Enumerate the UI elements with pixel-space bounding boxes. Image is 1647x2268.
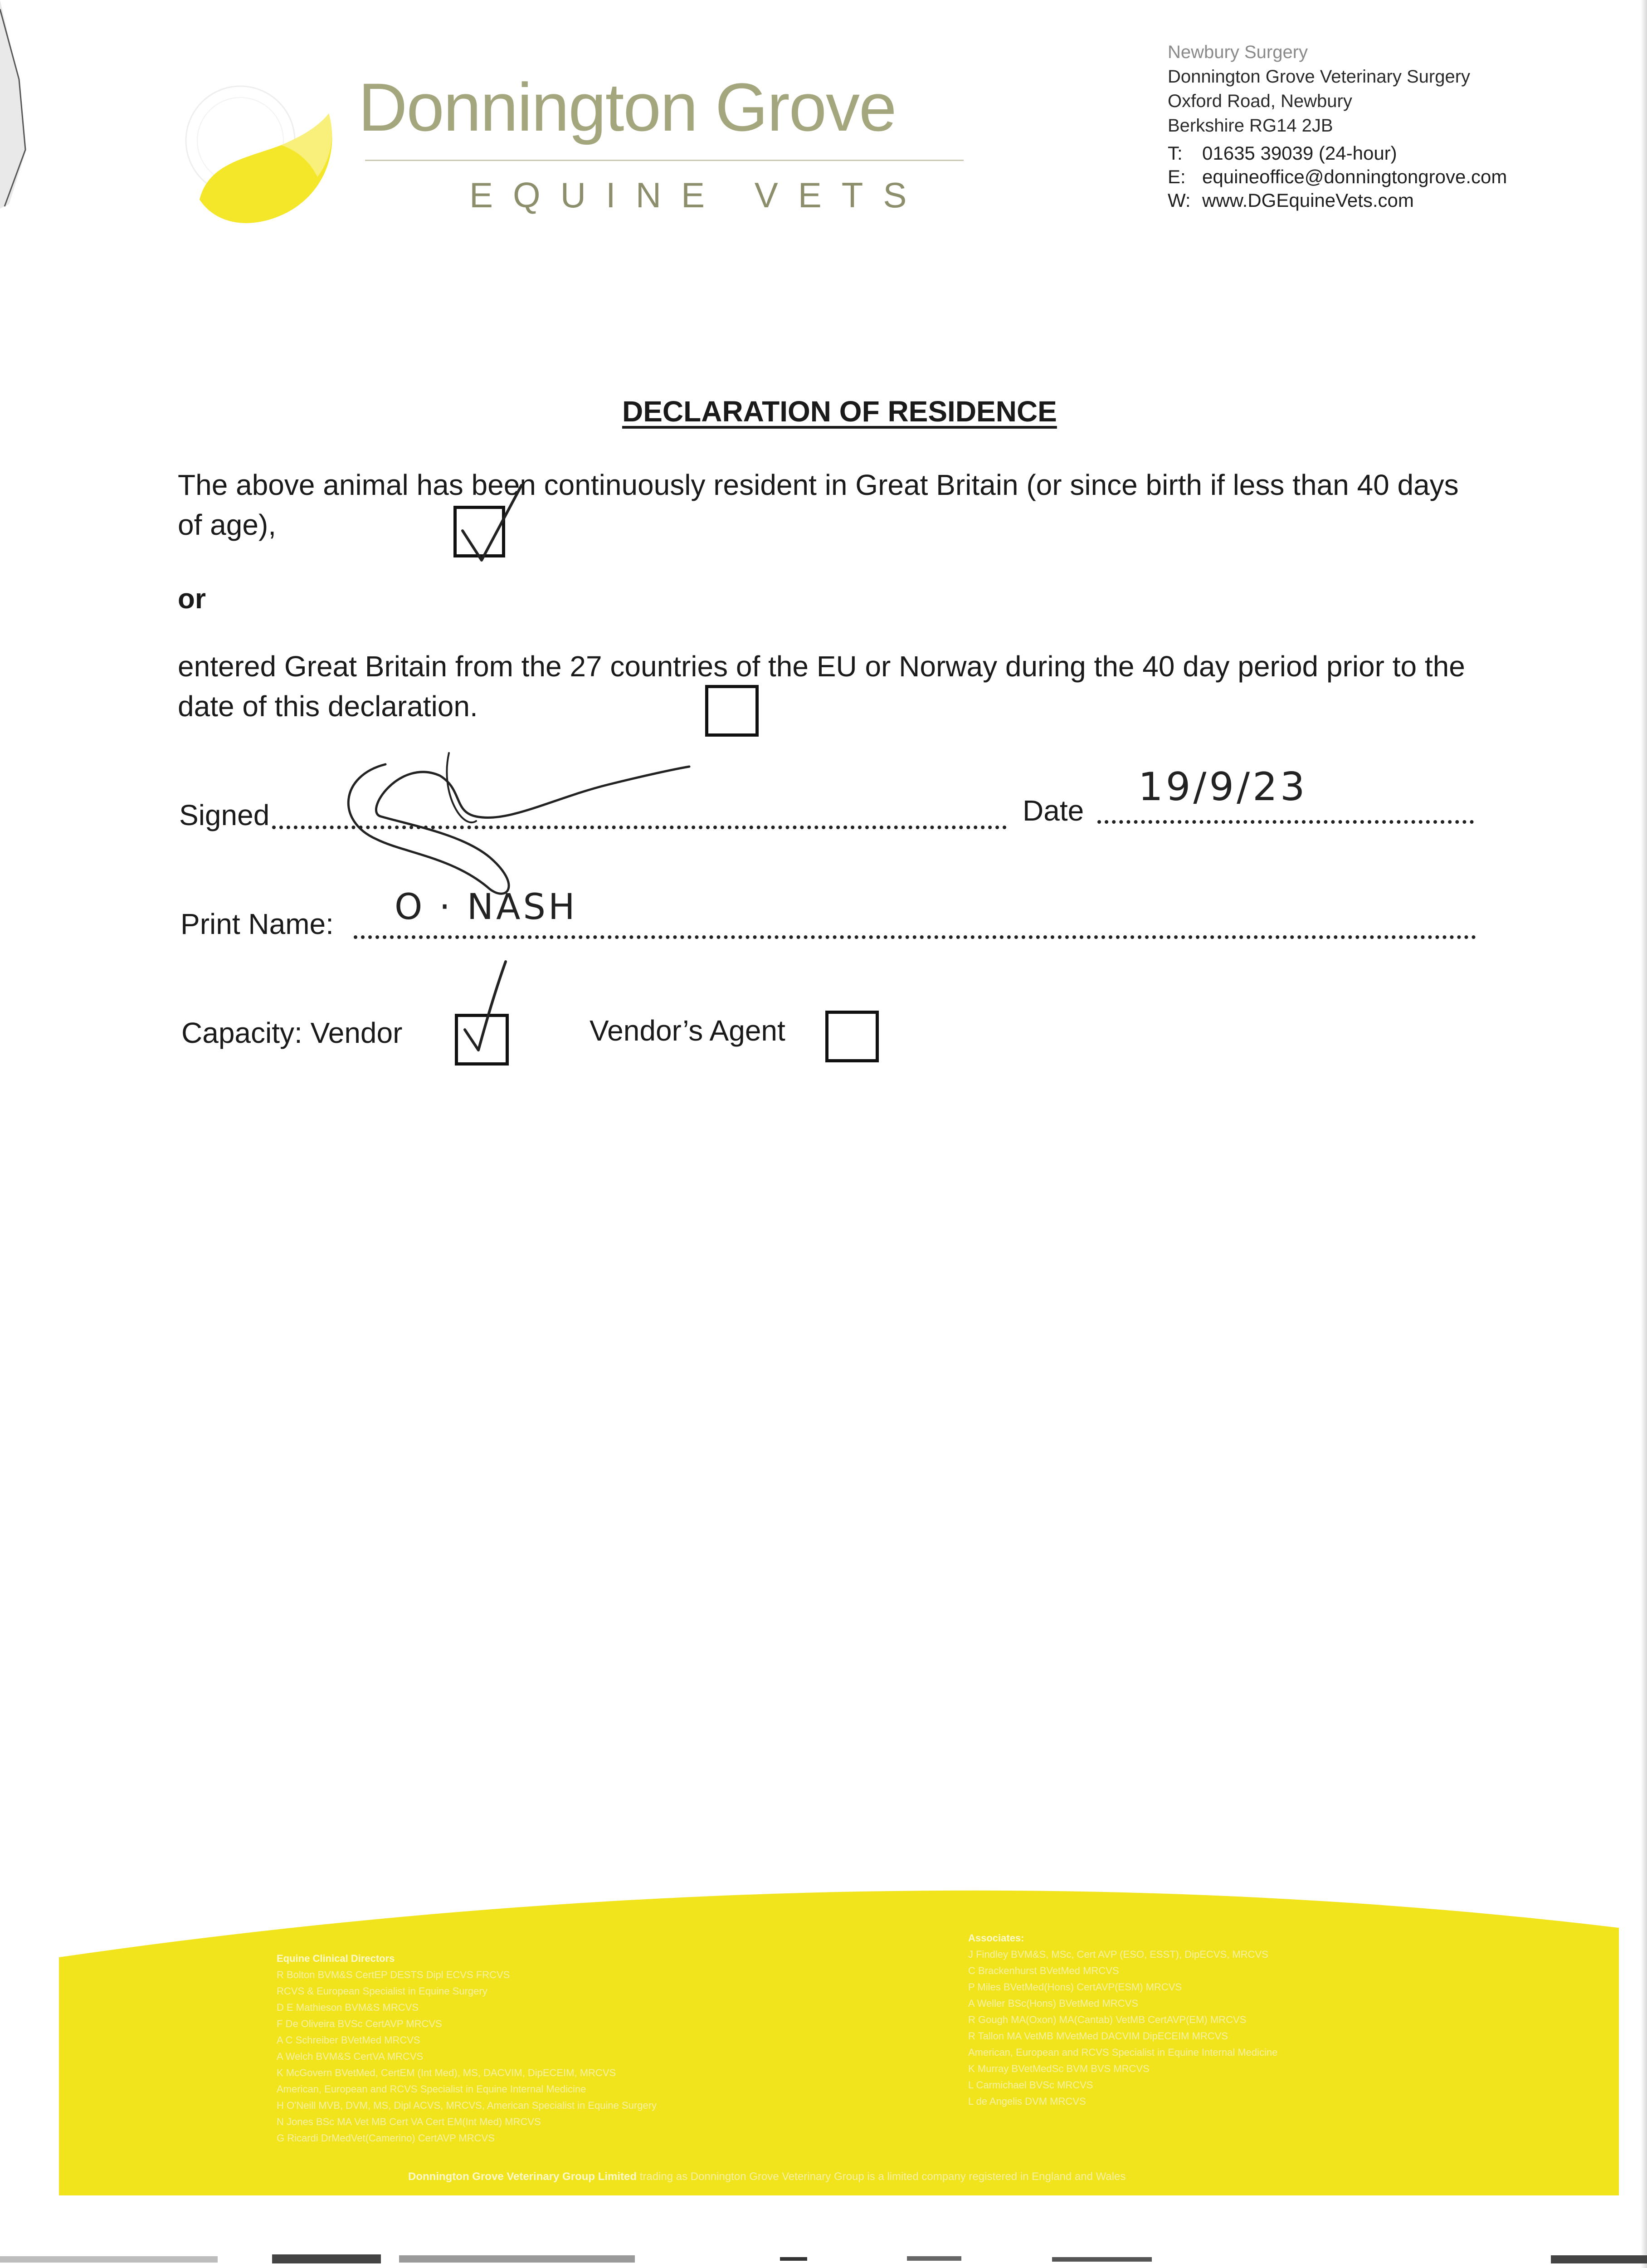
checkmark-icon [453,481,531,567]
associate-item: R Tallon MA VetMB MVetMed DACVIM DipECEIM MRCVS [968,2030,1228,2042]
associates-list [968,1930,1277,2110]
footer-band [0,1869,1647,2241]
address-line: Newbury Surgery [1168,42,1308,62]
print-name-value[interactable]: O · NASH [395,887,578,928]
date-label: Date [1023,794,1084,827]
print-name-line [354,935,1476,939]
director-item: H O'Neill MVB, DVM, MS, Dipl ACVS, MRCVS, American Specialist in Equine Surgery [277,2100,657,2111]
contact-website [1168,189,1507,212]
director-item: A C Schreiber BVetMed MRCVS [277,2034,420,2046]
capacity-label: Capacity: Vendor [181,1017,403,1049]
date-value[interactable]: 19/9/23 [1138,764,1308,810]
date-line [1097,820,1474,824]
director-item: A Welch BVM&S CertVA MRCVS [277,2051,424,2062]
director-item: K McGovern BVetMed, CertEM (Int Med), MS, DACVIM, DipECEIM, MRCVS [277,2067,616,2078]
scan-bottom-edge [0,2250,1647,2268]
company-registration: trading as Donnington Grove Veterinary Group is a limited company registered in England and Wales [637,2170,1126,2183]
print-name-label: Print Name: [180,908,334,940]
page-title: DECLARATION OF RESIDENCE [622,395,1057,428]
director-item: D E Mathieson BVM&S MRCVS [277,2002,419,2013]
directors-heading: Equine Clinical Directors [277,1953,395,1964]
vendors-agent-checkbox[interactable] [825,1011,879,1062]
address-line: Donnington Grove Veterinary Surgery [1168,67,1471,87]
address-line: Berkshire RG14 2JB [1168,116,1333,136]
contact-details [1168,142,1507,212]
brand-subtitle: EQUINE VETS [469,175,927,215]
surgery-address [1168,40,1470,138]
associate-item: J Findley BVM&S, MSc, Cert AVP (ESO, ESST), DipECVS, MRCVS [968,1949,1268,1960]
brand-divider [365,160,964,161]
brand-name: Donnington Grove [358,69,896,145]
logo-icon [172,50,363,240]
vendors-agent-label: Vendor’s Agent [590,1014,785,1047]
entered-checkbox[interactable] [705,685,759,737]
or-separator: or [178,583,206,615]
contact-label: T: [1168,142,1183,164]
company-name: Donnington Grove Veterinary Group Limited [408,2170,637,2183]
associate-item: L de Angelis DVM MRCVS [968,2096,1086,2107]
associate-item: R Gough MA(Oxon) MA(Cantab) VetMB CertAVP(EM) MRCVS [968,2014,1247,2025]
director-item: American, European and RCVS Specialist in Equine Internal Medicine [277,2083,586,2095]
associate-item: C Brackenhurst BVetMed MRCVS [968,1965,1119,1976]
entered-statement: entered Great Britain from the 27 countries of the EU or Norway during the 40 day period prior to the date of this declaration. [178,650,1465,723]
associate-item: K Murray BVetMedSc BVM BVS MRCVS [968,2063,1150,2074]
email-address: equineoffice@donningtongrove.com [1202,166,1507,187]
resident-statement: The above animal has been continuously resident in Great Britain (or since birth if less than 40 days of age), [178,469,1459,541]
phone-number: 01635 39039 (24-hour) [1202,142,1397,164]
address-line: Oxford Road, Newbury [1168,91,1352,111]
director-item: R Bolton BVM&S CertEP DESTS Dipl ECVS FRCVS [277,1969,510,1980]
website-url: www.DGEquineVets.com [1202,190,1414,211]
associate-item: American, European and RCVS Specialist in Equine Internal Medicine [968,2047,1278,2058]
director-item: N Jones BSc MA Vet MB Cert VA Cert EM(Int Med) MRCVS [277,2116,541,2127]
associate-item: A Weller BSc(Hons) BVetMed MRCVS [968,1998,1138,2009]
company-legal-notice [408,2170,1126,2183]
contact-phone [1168,142,1507,165]
checkmark-icon [458,957,512,1057]
associates-heading: Associates: [968,1932,1024,1944]
associate-item: L Carmichael BVSc MRCVS [968,2079,1093,2091]
associate-item: P Miles BVetMed(Hons) CertAVP(ESM) MRCVS [968,1981,1182,1993]
signed-label: Signed [179,799,270,831]
director-item: G Ricardi DrMedVet(Camerino) CertAVP MRCVS [277,2132,495,2144]
contact-label: E: [1168,166,1186,187]
director-item: F De Oliveira BVSc CertAVP MRCVS [277,2018,442,2029]
director-item: RCVS & European Specialist in Equine Surgery [277,1985,487,1997]
scan-fold-shadow [0,0,27,209]
contact-label: W: [1168,190,1191,211]
contact-email [1168,165,1507,189]
directors-list [277,1950,657,2146]
signature-image [326,748,698,903]
